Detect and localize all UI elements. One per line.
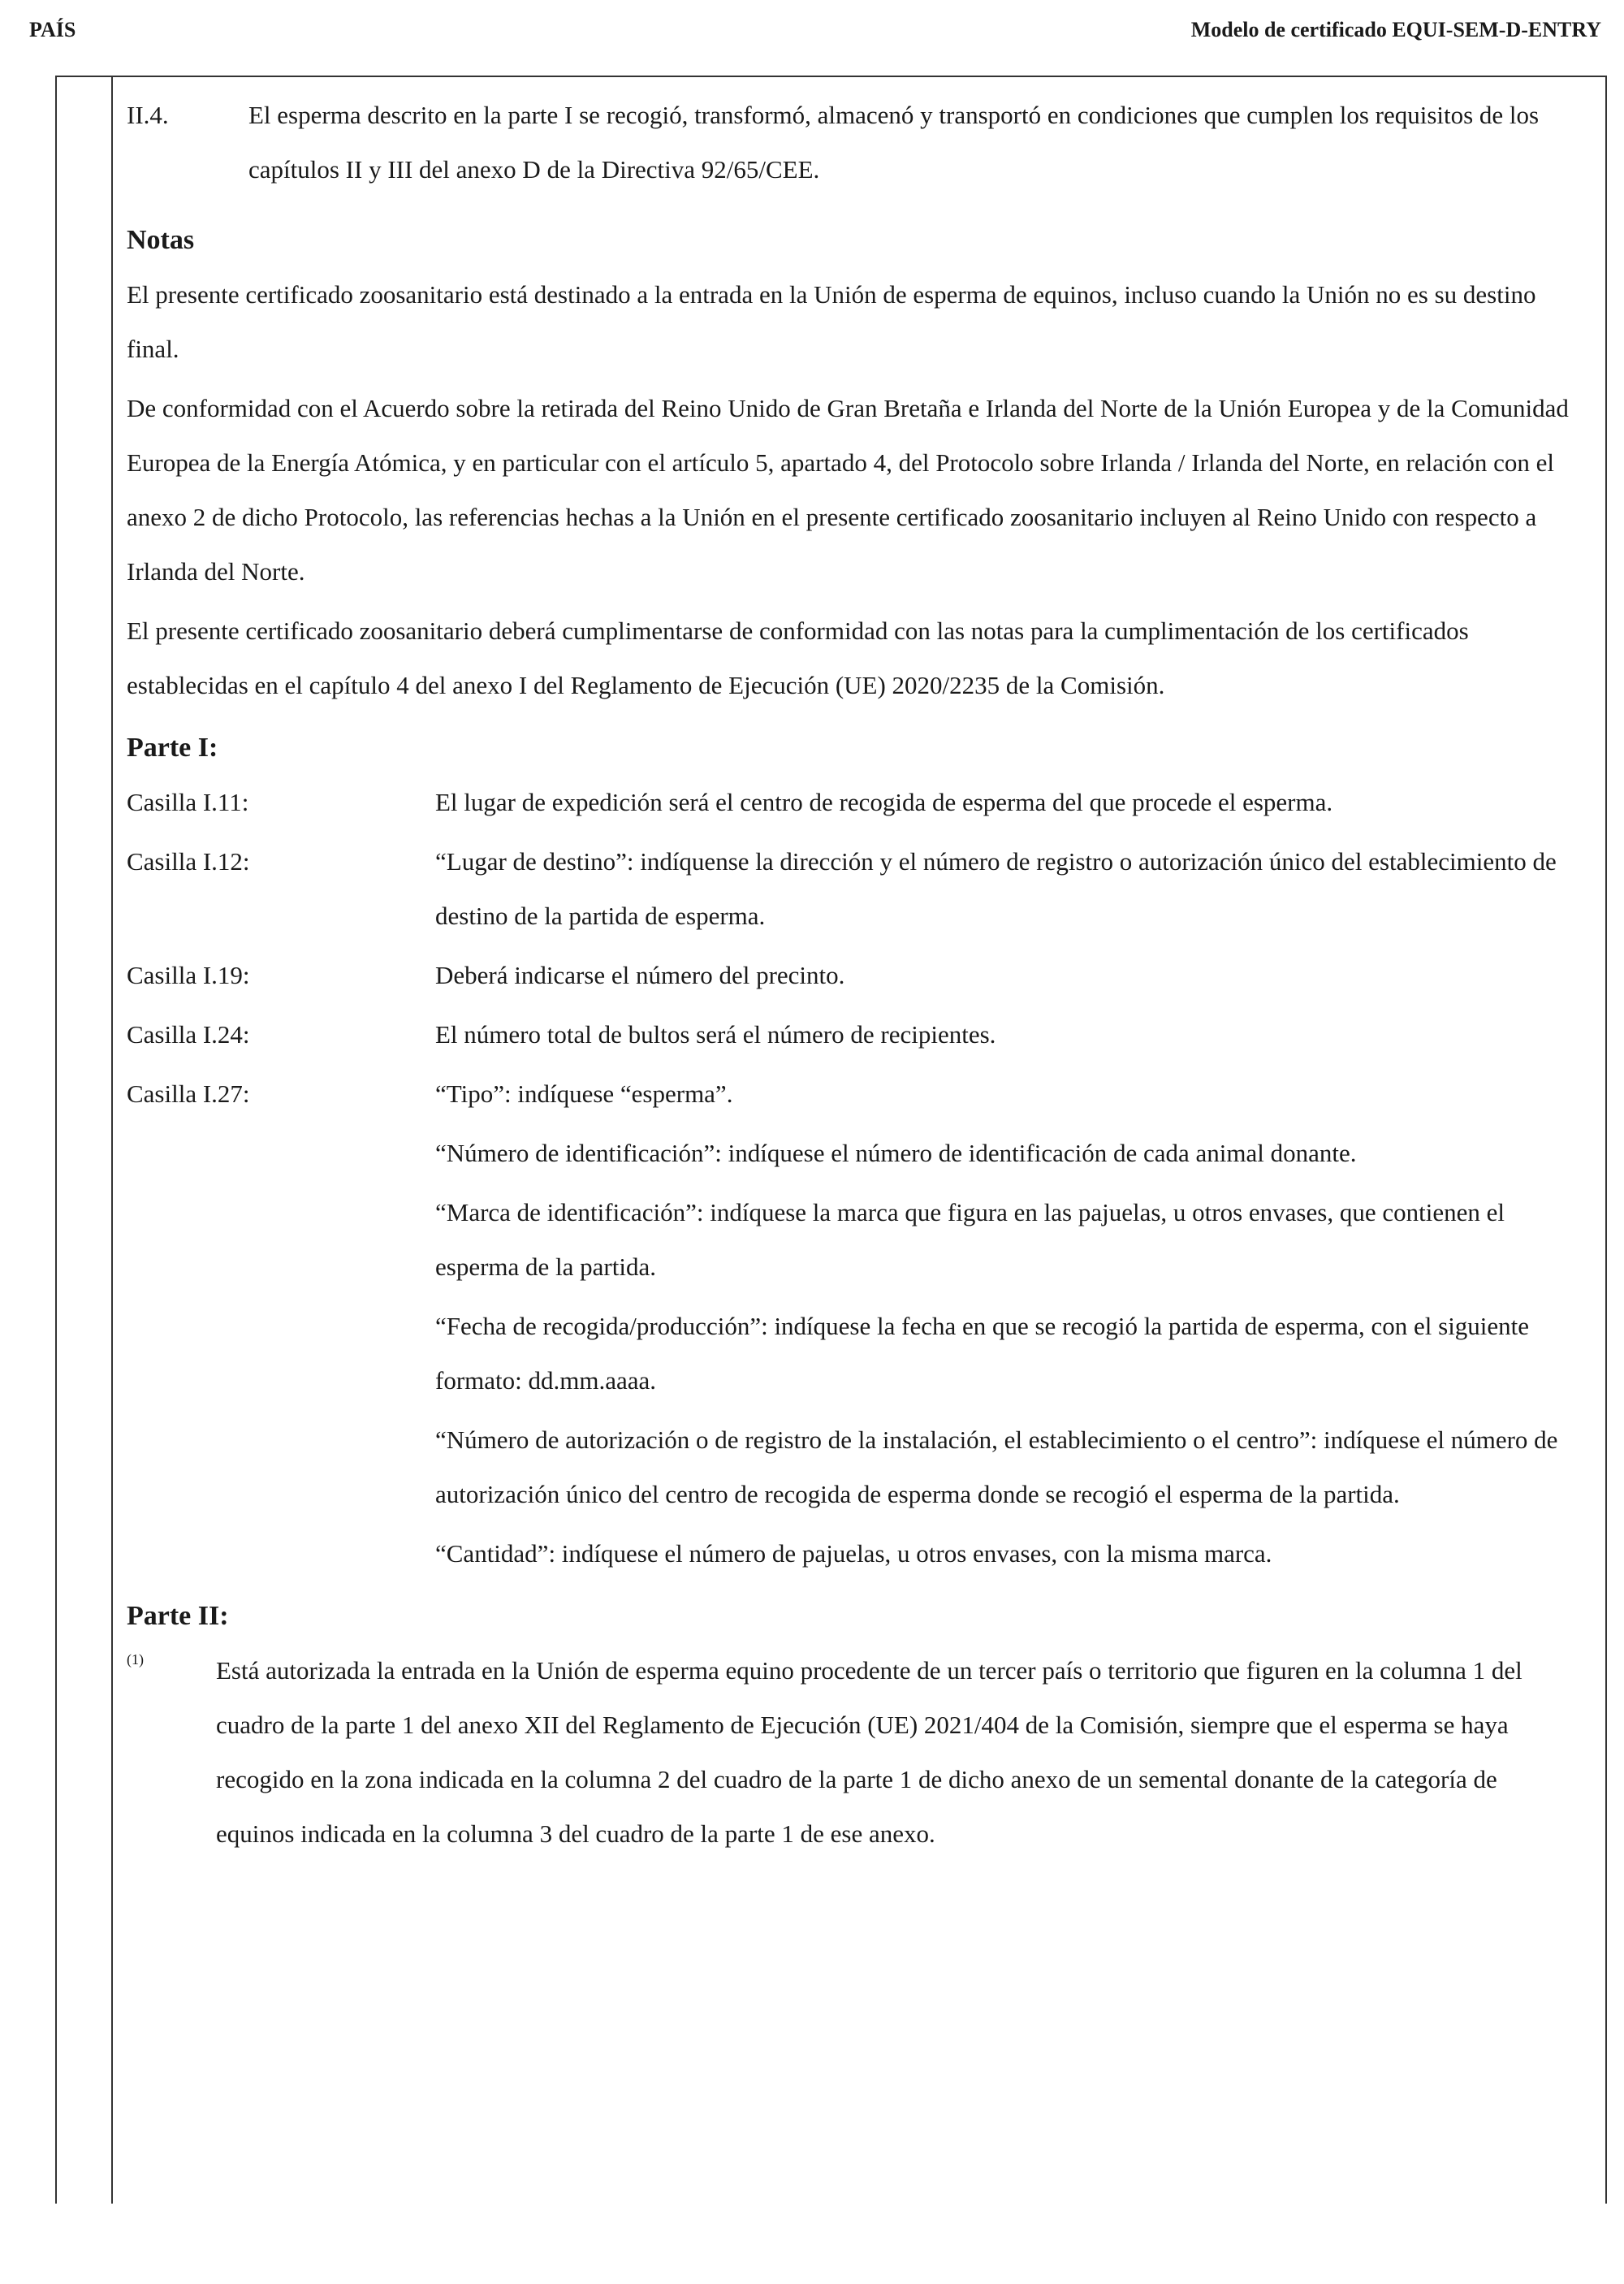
- casilla-row: [127, 948, 1580, 1002]
- casilla-text: “Número de autorización o de registro de la instalación, el establecimiento o el centro”: indíquese el número de autorización único del centro de recogida de esperma donde se recogió el esperma de la partida.: [435, 1425, 1558, 1508]
- frame-left-border: [55, 76, 57, 2204]
- parte1-heading: Parte I:: [127, 733, 218, 763]
- notas-heading: Notas: [127, 225, 195, 255]
- casilla-description: [435, 775, 1580, 829]
- casilla-description: [435, 834, 1580, 943]
- casilla-text: “Marca de identificación”: indíquese la marca que figura en las pajuelas, u otros envases, que contienen el esperma de la partida.: [435, 1198, 1505, 1281]
- footnote: [127, 1643, 1580, 1861]
- casilla-text: “Tipo”: indíquese “esperma”.: [435, 1079, 733, 1108]
- section-ii4-number: II.4.: [127, 101, 169, 129]
- casilla-label: Casilla I.19:: [127, 961, 250, 989]
- parte2-heading: Parte II:: [127, 1601, 229, 1631]
- casilla-label: Casilla I.24:: [127, 1020, 250, 1049]
- casilla-description: [435, 948, 1580, 1002]
- header-model: Modelo de certificado EQUI-SEM-D-ENTRY: [1190, 18, 1601, 41]
- casilla-row: [127, 1066, 1580, 1581]
- casilla-label: Casilla I.27:: [127, 1079, 250, 1108]
- casilla-text: “Fecha de recogida/producción”: indíquese la fecha en que se recogió la partida de esperma, con el siguiente formato: dd.mm.aaaa.: [435, 1312, 1530, 1395]
- casilla-description: [435, 1007, 1580, 1062]
- frame-top-border: [55, 76, 1606, 77]
- casilla-label: Casilla I.11:: [127, 788, 249, 816]
- casilla-text: El lugar de expedición será el centro de recogida de esperma del que procede el esperma.: [435, 788, 1333, 816]
- casilla-text: “Número de identificación”: indíquese el número de identificación de cada animal donante.: [435, 1139, 1357, 1167]
- casilla-row: [127, 1007, 1580, 1062]
- casilla-description: [435, 1066, 1580, 1581]
- footnote-mark: (1): [127, 1651, 144, 1668]
- header-country: PAÍS: [29, 18, 76, 41]
- casilla-row: [127, 834, 1580, 943]
- section-ii4: [127, 88, 1580, 197]
- casilla-text: Deberá indicarse el número del precinto.: [435, 961, 845, 989]
- casilla-row: [127, 775, 1580, 829]
- footnote-text: Está autorizada la entrada en la Unión de esperma equino procedente de un tercer país o territorio que figuren en la columna 1 del cuadro de la parte 1 del anexo XII del Reglamento de Ejecución (UE) 2021/404 de la Comisión, siempre que el esperma se haya recogido en la zona indicada en la columna 2 del cuadro de la parte 1 de dicho anexo de un semental donante de la categoría de equinos indicada en la columna 3 del cuadro de la parte 1 de ese anexo.: [216, 1656, 1522, 1848]
- notas-paragraph: El presente certificado zoosanitario está destinado a la entrada en la Unión de esperma de equinos, incluso cuando la Unión no es su destino final.: [127, 280, 1536, 363]
- casilla-text: El número total de bultos será el número de recipientes.: [435, 1020, 996, 1049]
- certificate-body: [127, 88, 1580, 1861]
- section-ii4-text: El esperma descrito en la parte I se recogió, transformó, almacenó y transportó en condiciones que cumplen los requisitos de los capítulos II y III del anexo D de la Directiva 92/65/CEE.: [248, 101, 1540, 184]
- frame-inner-border: [111, 76, 113, 2204]
- casilla-text: “Cantidad”: indíquese el número de pajuelas, u otros envases, con la misma marca.: [435, 1539, 1272, 1568]
- casilla-text: “Lugar de destino”: indíquense la dirección y el número de registro o autorización único del establecimiento de destino de la partida de esperma.: [435, 847, 1557, 930]
- notas-paragraph: De conformidad con el Acuerdo sobre la retirada del Reino Unido de Gran Bretaña e Irlanda del Norte de la Unión Europea y de la Comunidad Europea de la Energía Atómica, y en particular con el artículo 5, apartado 4, del Protocolo sobre Irlanda / Irlanda del Norte, en relación con el anexo 2 de dicho Protocolo, las referencias hechas a la Unión en el presente certificado zoosanitario incluyen al Reino Unido con respecto a Irlanda del Norte.: [127, 394, 1569, 586]
- notas-paragraph: El presente certificado zoosanitario deberá cumplimentarse de conformidad con las notas para la cumplimentación de los certificados establecidas en el capítulo 4 del anexo I del Reglamento de Ejecución (UE) 2020/2235 de la Comisión.: [127, 616, 1469, 699]
- casilla-label: Casilla I.12:: [127, 847, 250, 876]
- frame-right-border: [1605, 76, 1607, 2204]
